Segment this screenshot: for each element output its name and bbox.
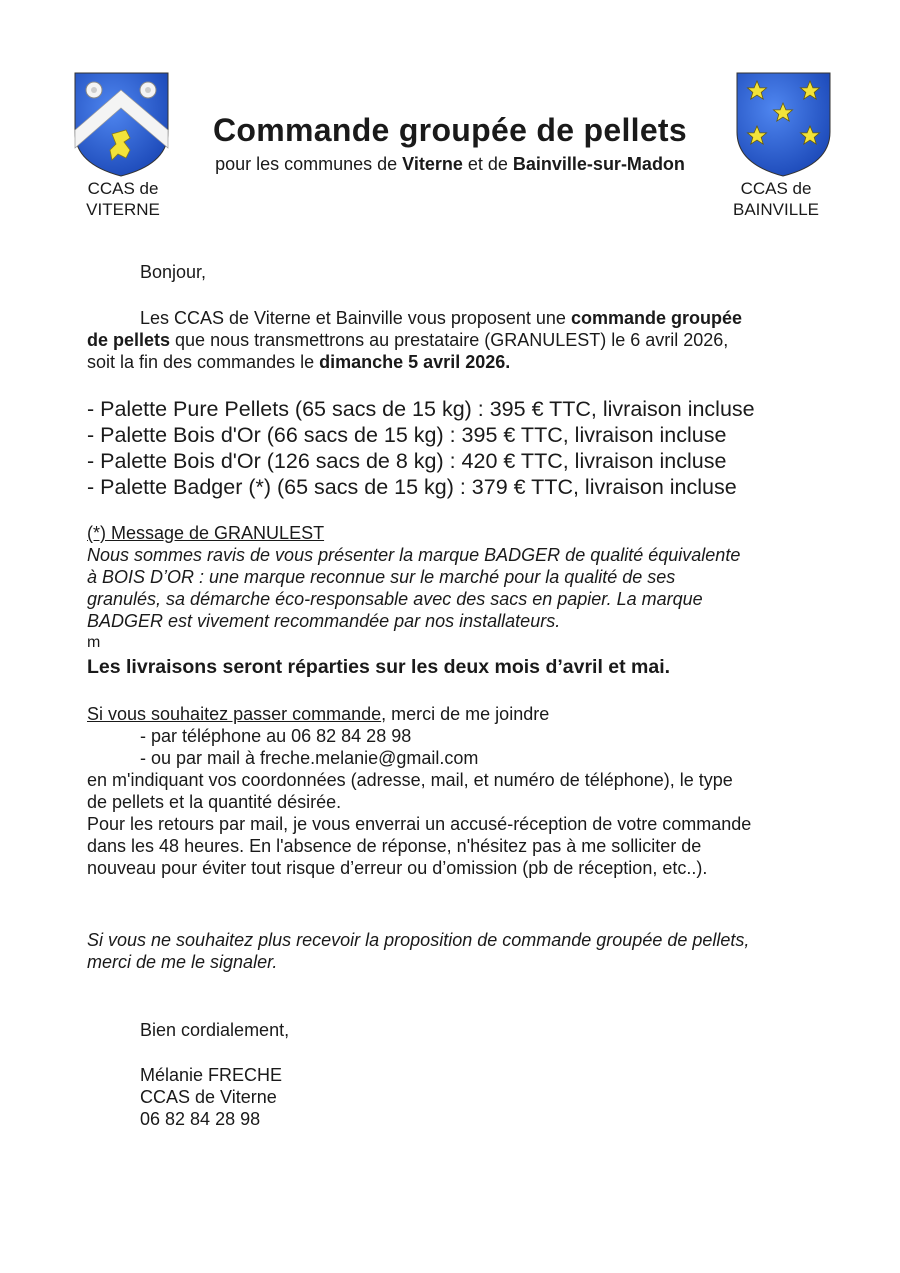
left-label-line2: VITERNE xyxy=(86,200,160,219)
stray-character: m xyxy=(87,634,101,651)
order-line: de pellets et la quantité désirée. xyxy=(87,792,342,812)
email-line: - ou par mail à freche.melanie@gmail.com xyxy=(140,748,479,768)
offer-item: - Palette Badger (*) (65 sacs de 15 kg) : 379 € TTC, livraison incluse xyxy=(87,475,737,499)
order-deadline: dimanche 5 avril 2026. xyxy=(319,352,511,372)
delivery-notice: Les livraisons seront réparties sur les deux mois d’avril et mai. xyxy=(87,656,671,678)
message-line: Nous sommes ravis de vous présenter la marque BADGER de qualité équivalente xyxy=(87,545,741,565)
intro-bold: commande groupée xyxy=(570,308,742,328)
order-line: en m'indiquant vos coordonnées (adresse, mail, et numéro de téléphone), le type xyxy=(87,770,733,790)
right-label-line2: BAINVILLE xyxy=(733,200,819,219)
left-label-line1: CCAS de xyxy=(87,179,159,198)
offer-item: - Palette Bois d'Or (126 sacs de 8 kg) : 420 € TTC, livraison incluse xyxy=(87,449,727,473)
offer-item: - Palette Bois d'Or (66 sacs de 15 kg) : 395 € TTC, livraison incluse xyxy=(87,423,727,447)
subtitle-town2: Bainville-sur-Madon xyxy=(512,154,685,174)
message-heading: (*) Message de GRANULEST xyxy=(87,523,325,543)
intro-text: soit la fin des commandes le xyxy=(87,352,320,372)
message-line: BADGER est vivement recommandée par nos installateurs. xyxy=(87,611,561,631)
right-label-line1: CCAS de xyxy=(740,179,812,198)
intro-text: que nous transmettrons au prestataire (GRANULEST) le 6 avril 2026, xyxy=(170,330,729,350)
offer-list xyxy=(87,396,755,500)
signature-phone: 06 82 84 28 98 xyxy=(140,1109,261,1129)
order-line: dans les 48 heures. En l'absence de réponse, n'hésitez pas à me solliciter de xyxy=(87,836,702,856)
signature-name: Mélanie FRECHE xyxy=(140,1065,283,1085)
unsubscribe-note xyxy=(87,929,827,973)
right-crest-label xyxy=(726,178,826,220)
signature xyxy=(140,1064,282,1130)
order-line: Pour les retours par mail, je vous enverrai un accusé-réception de votre commande xyxy=(87,814,752,834)
intro-bold: de pellets xyxy=(87,330,171,350)
subtitle-text: et de xyxy=(462,154,513,174)
intro-text: Les CCAS de Viterne et Bainville vous proposent une xyxy=(140,308,571,328)
page-subtitle xyxy=(0,154,900,175)
order-instructions xyxy=(87,703,827,879)
unsubscribe-line: Si vous ne souhaitez plus recevoir la proposition de commande groupée de pellets, xyxy=(87,930,750,950)
subtitle-text: pour les communes de xyxy=(215,154,403,174)
granulest-message xyxy=(87,522,827,654)
order-line: nouveau pour éviter tout risque d’erreur ou d’omission (pb de réception, etc..). xyxy=(87,858,708,878)
phone-line: - par téléphone au 06 82 84 28 98 xyxy=(140,726,412,746)
subtitle-town1: Viterne xyxy=(402,154,463,174)
unsubscribe-line: merci de me le signaler. xyxy=(87,952,278,972)
intro-paragraph xyxy=(87,307,817,373)
left-crest-label xyxy=(73,178,173,220)
greeting: Bonjour, xyxy=(140,262,207,282)
order-link-text: Si vous souhaitez passer commande xyxy=(87,704,382,724)
signature-org: CCAS de Viterne xyxy=(140,1087,277,1107)
closing: Bien cordialement, xyxy=(140,1020,290,1040)
page-title: Commande groupée de pellets xyxy=(213,112,687,148)
message-line: granulés, sa démarche éco-responsable avec des sacs en papier. La marque xyxy=(87,589,703,609)
offer-item: - Palette Pure Pellets (65 sacs de 15 kg) : 395 € TTC, livraison incluse xyxy=(87,397,755,421)
order-text: , merci de me joindre xyxy=(381,704,550,724)
message-line: à BOIS D’OR : une marque reconnue sur le marché pour la qualité de ses xyxy=(87,567,676,587)
